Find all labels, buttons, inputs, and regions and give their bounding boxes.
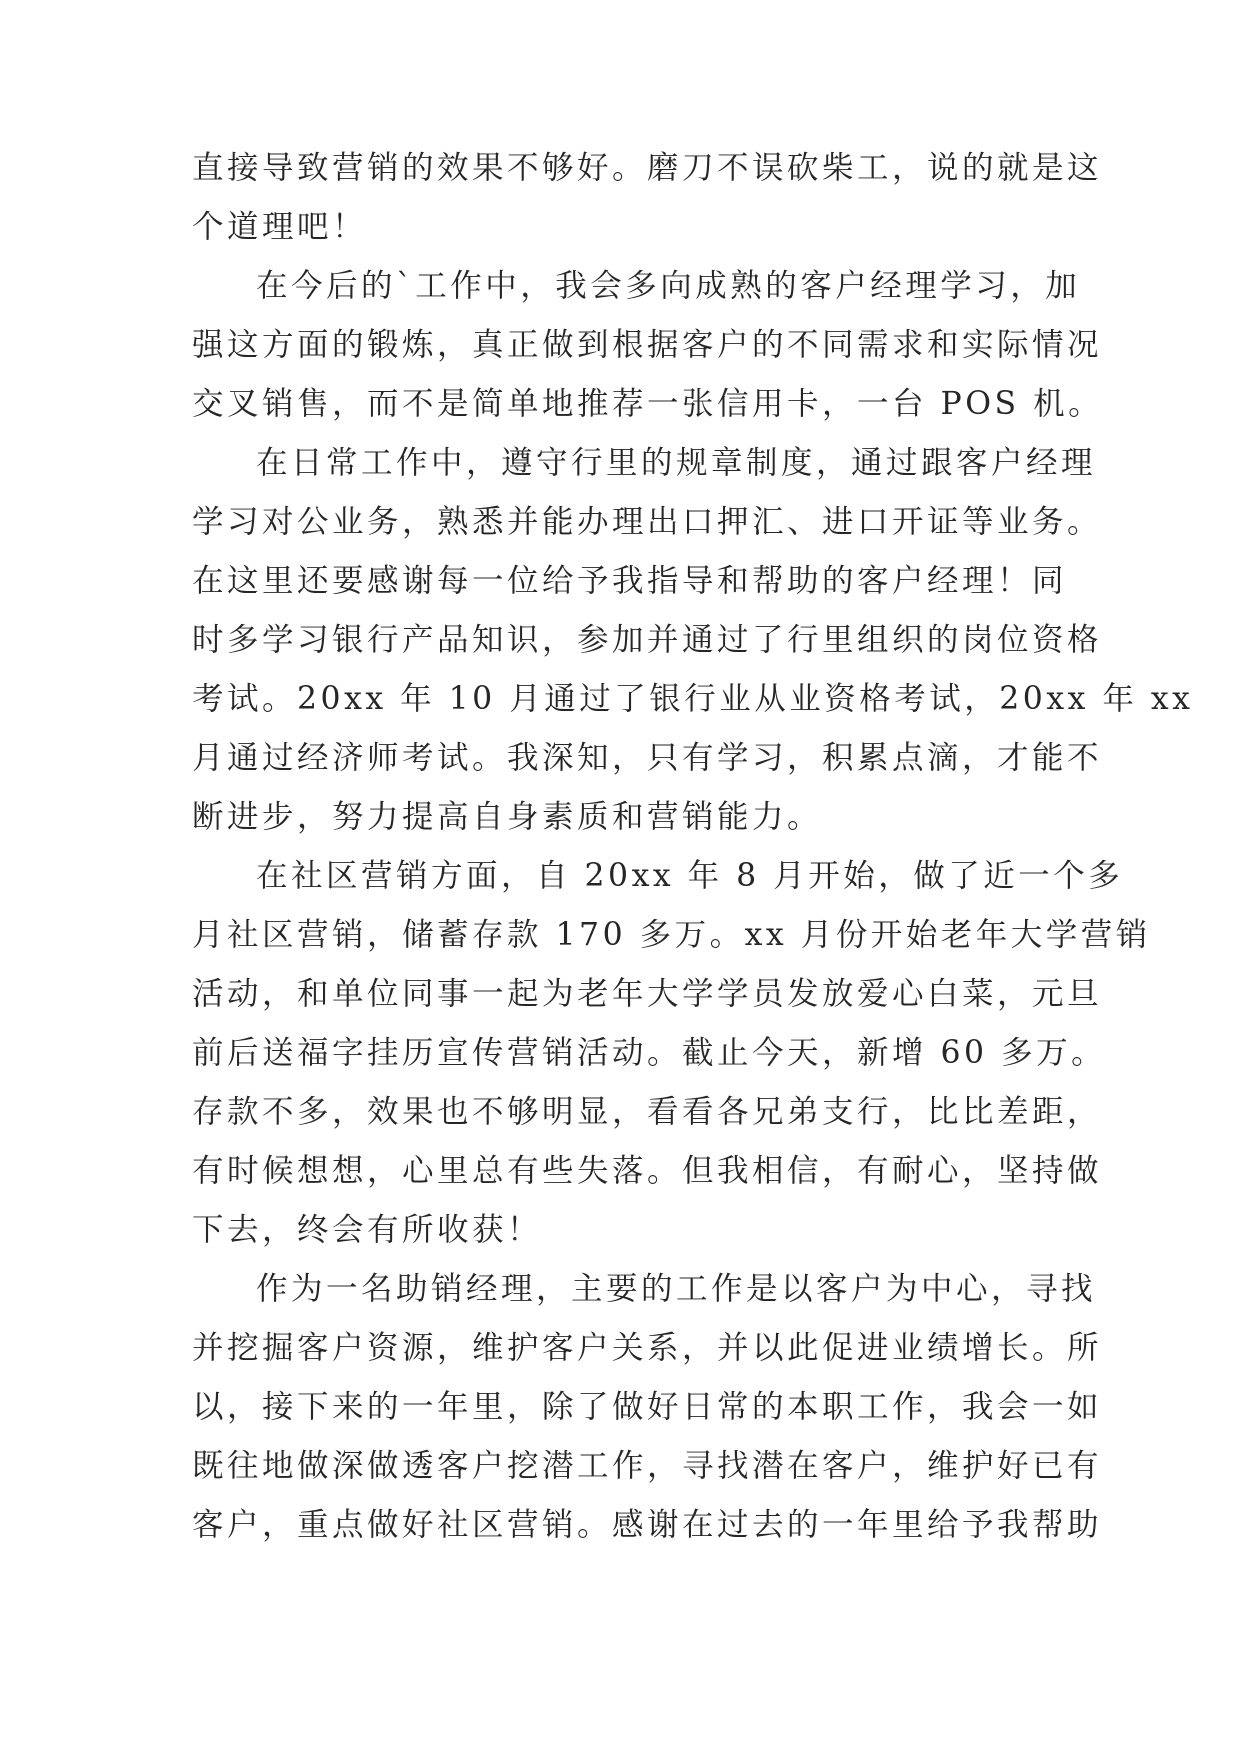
text-line-19: 下去，终会有所收获！ — [192, 1212, 543, 1248]
paragraph-start-line: 在今后的`工作中，我会多向成熟的客户经理学习，加 — [256, 268, 1081, 304]
text-line-8: 在这里还要感谢每一位给予我指导和帮助的客户经理！同 — [192, 563, 1068, 599]
text-line-10: 考试。20xx 年 10 月通过了银行业从业资格考试，20xx 年 xx — [192, 681, 1194, 717]
paragraph-start-line: 在社区营销方面，自 20xx 年 8 月开始，做了近一个多 — [256, 858, 1124, 894]
text-line-15: 活动，和单位同事一起为老年大学学员发放爱心白菜，元旦 — [192, 976, 1103, 1012]
text-line-2: 个道理吧！ — [192, 209, 368, 245]
text-line-21: 并挖掘客户资源，维护客户关系，并以此促进业绩增长。所 — [192, 1330, 1103, 1366]
text-line-24: 客户，重点做好社区营销。感谢在过去的一年里给予我帮助 — [192, 1507, 1103, 1543]
text-line-7: 学习对公业务，熟悉并能办理出口押汇、进口开证等业务。 — [192, 504, 1103, 540]
text-line-4: 强这方面的锻炼，真正做到根据客户的不同需求和实际情况 — [192, 327, 1103, 363]
text-line-11: 月通过经济师考试。我深知，只有学习，积累点滴，才能不 — [192, 740, 1103, 776]
text-line-18: 有时候想想，心里总有些失落。但我相信，有耐心，坚持做 — [192, 1153, 1103, 1189]
text-line-16: 前后送福字挂历宣传营销活动。截止今天，新增 60 多万。 — [192, 1035, 1107, 1071]
text-line-5: 交叉销售，而不是简单地推荐一张信用卡，一台 POS 机。 — [192, 386, 1104, 422]
text-line-14: 月社区营销，储蓄存款 170 多万。xx 月份开始老年大学营销 — [192, 917, 1151, 953]
text-line-9: 时多学习银行产品知识，参加并通过了行里组织的岗位资格 — [192, 622, 1103, 658]
text-line-23: 既往地做深做透客户挖潜工作，寻找潜在客户，维护好已有 — [192, 1448, 1103, 1484]
text-line-1: 直接导致营销的效果不够好。磨刀不误砍柴工，说的就是这 — [192, 150, 1103, 186]
text-line-17: 存款不多，效果也不够明显，看看各兄弟支行，比比差距， — [192, 1094, 1103, 1130]
paragraph-start-line: 作为一名助销经理，主要的工作是以客户为中心，寻找 — [256, 1271, 1097, 1307]
text-line-12: 断进步，努力提高自身素质和营销能力。 — [192, 799, 823, 835]
text-line-22: 以，接下来的一年里，除了做好日常的本职工作，我会一如 — [192, 1389, 1103, 1425]
paragraph-start-line: 在日常工作中，遵守行里的规章制度，通过跟客户经理 — [256, 445, 1097, 481]
